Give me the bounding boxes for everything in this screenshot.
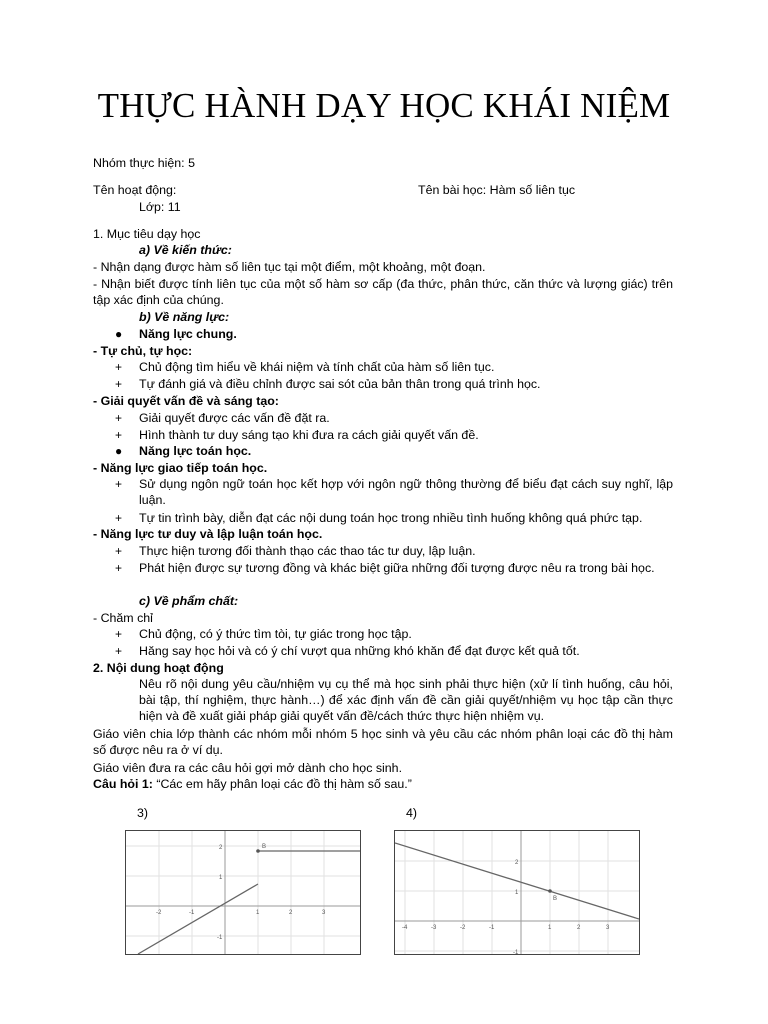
activity-description: Nêu rõ nội dung yêu cầu/nhiệm vụ cụ thể mà học sinh phải thực hiện (xử lí tình huống, câu hỏi, bài tập, thí nghiệm, thực hành…) để xác định vấn đề cần giải quyết/nhiệm vụ học tập cần thực hiện và đề xuất giải pháp giải quyết vấn đề/cách thức thực hiện nhiệm vụ. [139,677,673,723]
competence-title: b) Về năng lực: [139,310,230,324]
section1-heading: 1. Mục tiêu dạy học [93,227,201,241]
group-instruction: Giáo viên chia lớp thành các nhóm mỗi nhóm 5 học sinh và yêu cầu các nhóm phân loại các đồ thị hàm số được nêu ra ở ví dụ. [93,727,673,757]
communication-item-1: Sử dụng ngôn ngữ toán học kết hợp với ngôn ngữ thông thường để biểu đạt cách suy nghĩ, lập luận. [139,477,673,507]
plus-marker: + [115,561,123,575]
graph-3-y-tick: -1 [217,935,223,941]
communication-heading: - Năng lực giao tiếp toán học. [93,461,268,475]
knowledge-item-2: - Nhận biết được tính liên tục của một số hàm sơ cấp (đa thức, phân thức, căn thức và lượng giác) trên tập xác định của chúng. [93,277,673,307]
graph-3-y-tick: 2 [219,845,223,851]
qualities-title: c) Về phẩm chất: [139,594,239,608]
plus-marker: + [115,477,123,491]
graph-3-x-tick: 3 [322,910,326,916]
graph-4-point-label: B [553,896,558,902]
activity-name: Tên hoạt động: [93,183,177,197]
graph-4-x-tick: 2 [577,925,581,931]
graph-3-x-tick: 2 [289,910,293,916]
diligent-item-2: Hăng say học hỏi và có ý chí vượt qua những khó khăn để đạt được kết quả tốt. [139,644,580,658]
graph-4-y-tick: -1 [513,950,519,954]
graph-4-x-tick: -4 [402,925,408,931]
general-competence: Năng lực chung. [139,327,237,341]
reasoning-item-1: Thực hiện tương đối thành thạo các thao tác tư duy, lập luận. [139,544,476,558]
graph-4-x-tick: -2 [460,925,466,931]
graph-3-plot [126,831,360,954]
problem-item-2: Hình thành tư duy sáng tạo khi đưa ra cách giải quyết vấn đề. [139,428,479,442]
graph-3-x-tick: -1 [189,910,195,916]
bullet-marker: ● [115,444,123,458]
lesson-name: Tên bài học: Hàm số liên tục [418,183,576,197]
plus-marker: + [115,411,123,425]
teacher-questions-intro: Giáo viên đưa ra các câu hỏi gợi mở dành cho học sinh. [93,761,403,775]
graph-4-x-tick: -1 [489,925,495,931]
graph-3-x-tick: -2 [156,910,162,916]
graph-4-label: 4) [406,806,418,820]
graph-3-y-tick: 1 [219,875,223,881]
self-study-heading: - Tự chủ, tự học: [93,344,193,358]
knowledge-item-1: - Nhận dạng được hàm số liên tục tại một điểm, một khoảng, một đoạn. [93,260,486,274]
problem-solving-heading: - Giải quyết vấn đề và sáng tạo: [93,394,279,408]
bullet-marker: ● [115,327,123,341]
self-study-item-2: Tự đánh giá và điều chỉnh được sai sót của bản thân trong quá trình học. [139,377,541,391]
diligent-item-1: Chủ động, có ý thức tìm tòi, tự giác trong học tập. [139,627,412,641]
self-study-item-1: Chủ động tìm hiểu về khái niệm và tính chất của hàm số liên tục. [139,360,495,374]
graph-4-plot [395,831,639,954]
graph-4-x-tick: 3 [606,925,610,931]
knowledge-title: a) Về kiến thức: [139,243,232,257]
plus-marker: + [115,544,123,558]
group-line: Nhóm thực hiện: 5 [93,156,195,170]
plus-marker: + [115,428,123,442]
math-competence: Năng lực toán học. [139,444,252,458]
graph-4-line [395,843,639,919]
graph-4 [394,830,640,955]
plus-marker: + [115,360,123,374]
document-title: THỰC HÀNH DẠY HỌC KHÁI NIỆM [97,86,671,125]
graph-4-x-tick: -3 [431,925,437,931]
graph-4-y-tick: 1 [515,890,519,896]
reasoning-heading: - Năng lực tư duy và lập luận toán học. [93,527,323,541]
question-1 [93,776,412,792]
plus-marker: + [115,377,123,391]
graph-3-label: 3) [137,806,149,820]
grade-line: Lớp: 11 [139,200,181,214]
plus-marker: + [115,644,123,658]
plus-marker: + [115,511,123,525]
question-1-text: “Các em hãy phân loại các đồ thị hàm số sau.” [152,777,412,791]
question-1-label: Câu hỏi 1: [93,777,153,791]
section2-heading: 2. Nội dung hoạt động [93,661,224,675]
graph-3-point [256,849,260,853]
plus-marker: + [115,627,123,641]
reasoning-item-2: Phát hiện được sự tương đồng và khác biệt giữa những đối tượng được nêu ra trong bài học. [139,561,655,575]
graph-3-point-label: B [262,844,267,850]
graph-4-x-tick: 1 [548,925,552,931]
graph-4-y-tick: 2 [515,860,519,866]
graph-3-x-tick: 1 [256,910,260,916]
graph-3 [125,830,361,955]
graph-3-line-left [138,884,258,954]
graph-4-point [548,889,552,893]
communication-item-2: Tự tin trình bày, diễn đạt các nội dung toán học trong nhiều tình huống không quá phức tạp. [139,511,643,525]
problem-item-1: Giải quyết được các vấn đề đặt ra. [139,411,330,425]
diligent-heading: - Chăm chỉ [93,611,153,625]
